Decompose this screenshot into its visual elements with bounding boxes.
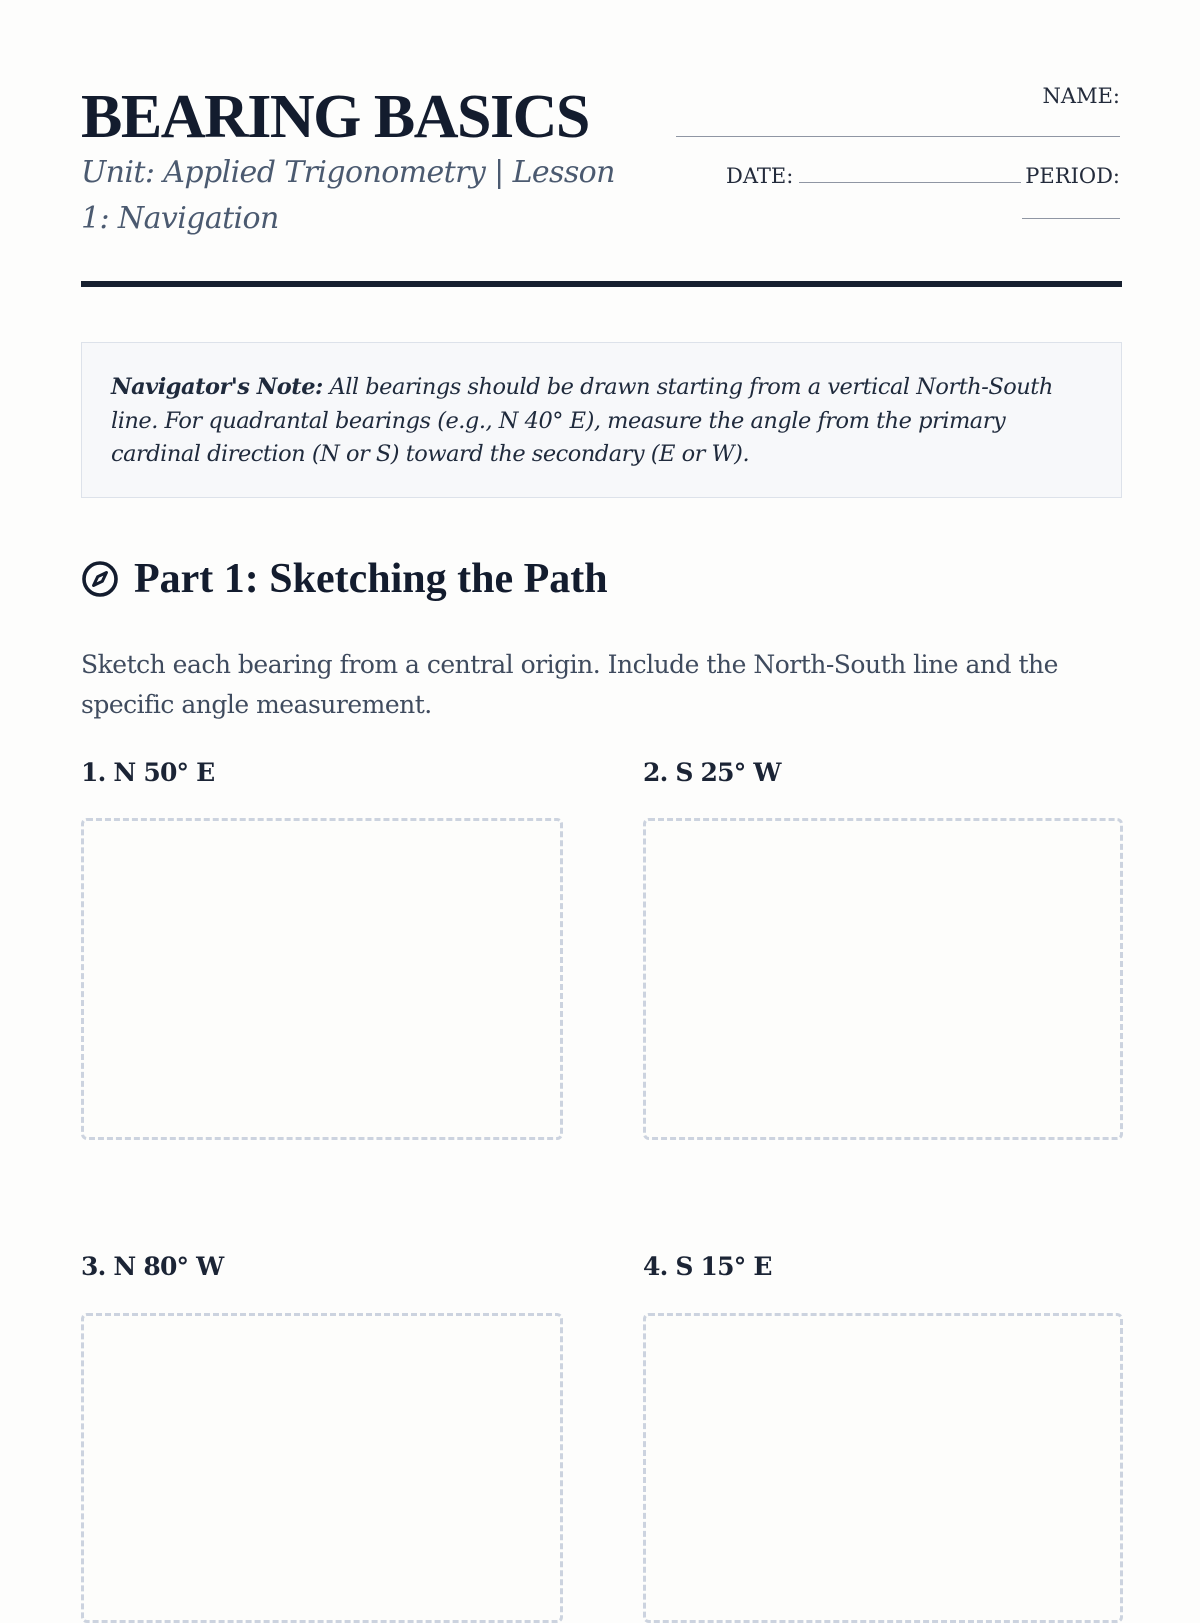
problem-2-sketch-area[interactable] <box>643 818 1123 1140</box>
problem-4-sketch-area[interactable] <box>643 1313 1123 1623</box>
problem-4-label: 4. S 15° E <box>643 1252 772 1281</box>
header-divider <box>81 281 1122 287</box>
compass-icon <box>81 560 119 598</box>
part-1-heading: Part 1: Sketching the Path <box>134 556 608 602</box>
note-text: All bearings should be drawn starting from a vertical North-South line. For quadrantal bearings (e.g., N 40° E), measure the angle from the primary cardinal direction (N or S) toward the secondary (E or W). <box>111 374 1053 467</box>
date-row <box>726 164 1027 188</box>
problem-3-label: 3. N 80° W <box>81 1252 224 1281</box>
problem-2-label: 2. S 25° W <box>643 758 781 787</box>
navigator-note <box>81 342 1122 498</box>
problem-1-label: 1. N 50° E <box>81 758 215 787</box>
problem-1-sketch-area[interactable] <box>81 818 563 1140</box>
date-label: DATE: <box>726 164 794 188</box>
period-label: PERIOD: <box>1025 164 1120 188</box>
name-field[interactable] <box>676 136 1120 137</box>
date-field[interactable] <box>799 182 1021 183</box>
problem-3-sketch-area[interactable] <box>81 1313 563 1623</box>
part-1-instructions: Sketch each bearing from a central origin. Include the North-South line and the specific angle measurement. <box>81 650 1058 719</box>
page-subtitle: Unit: Applied Trigonometry | Lesson 1: Navigation <box>81 155 615 236</box>
name-label: NAME: <box>1042 84 1120 108</box>
period-field[interactable] <box>1022 218 1120 219</box>
page-title: BEARING BASICS <box>81 83 589 151</box>
note-label: Navigator's Note: <box>111 374 323 400</box>
